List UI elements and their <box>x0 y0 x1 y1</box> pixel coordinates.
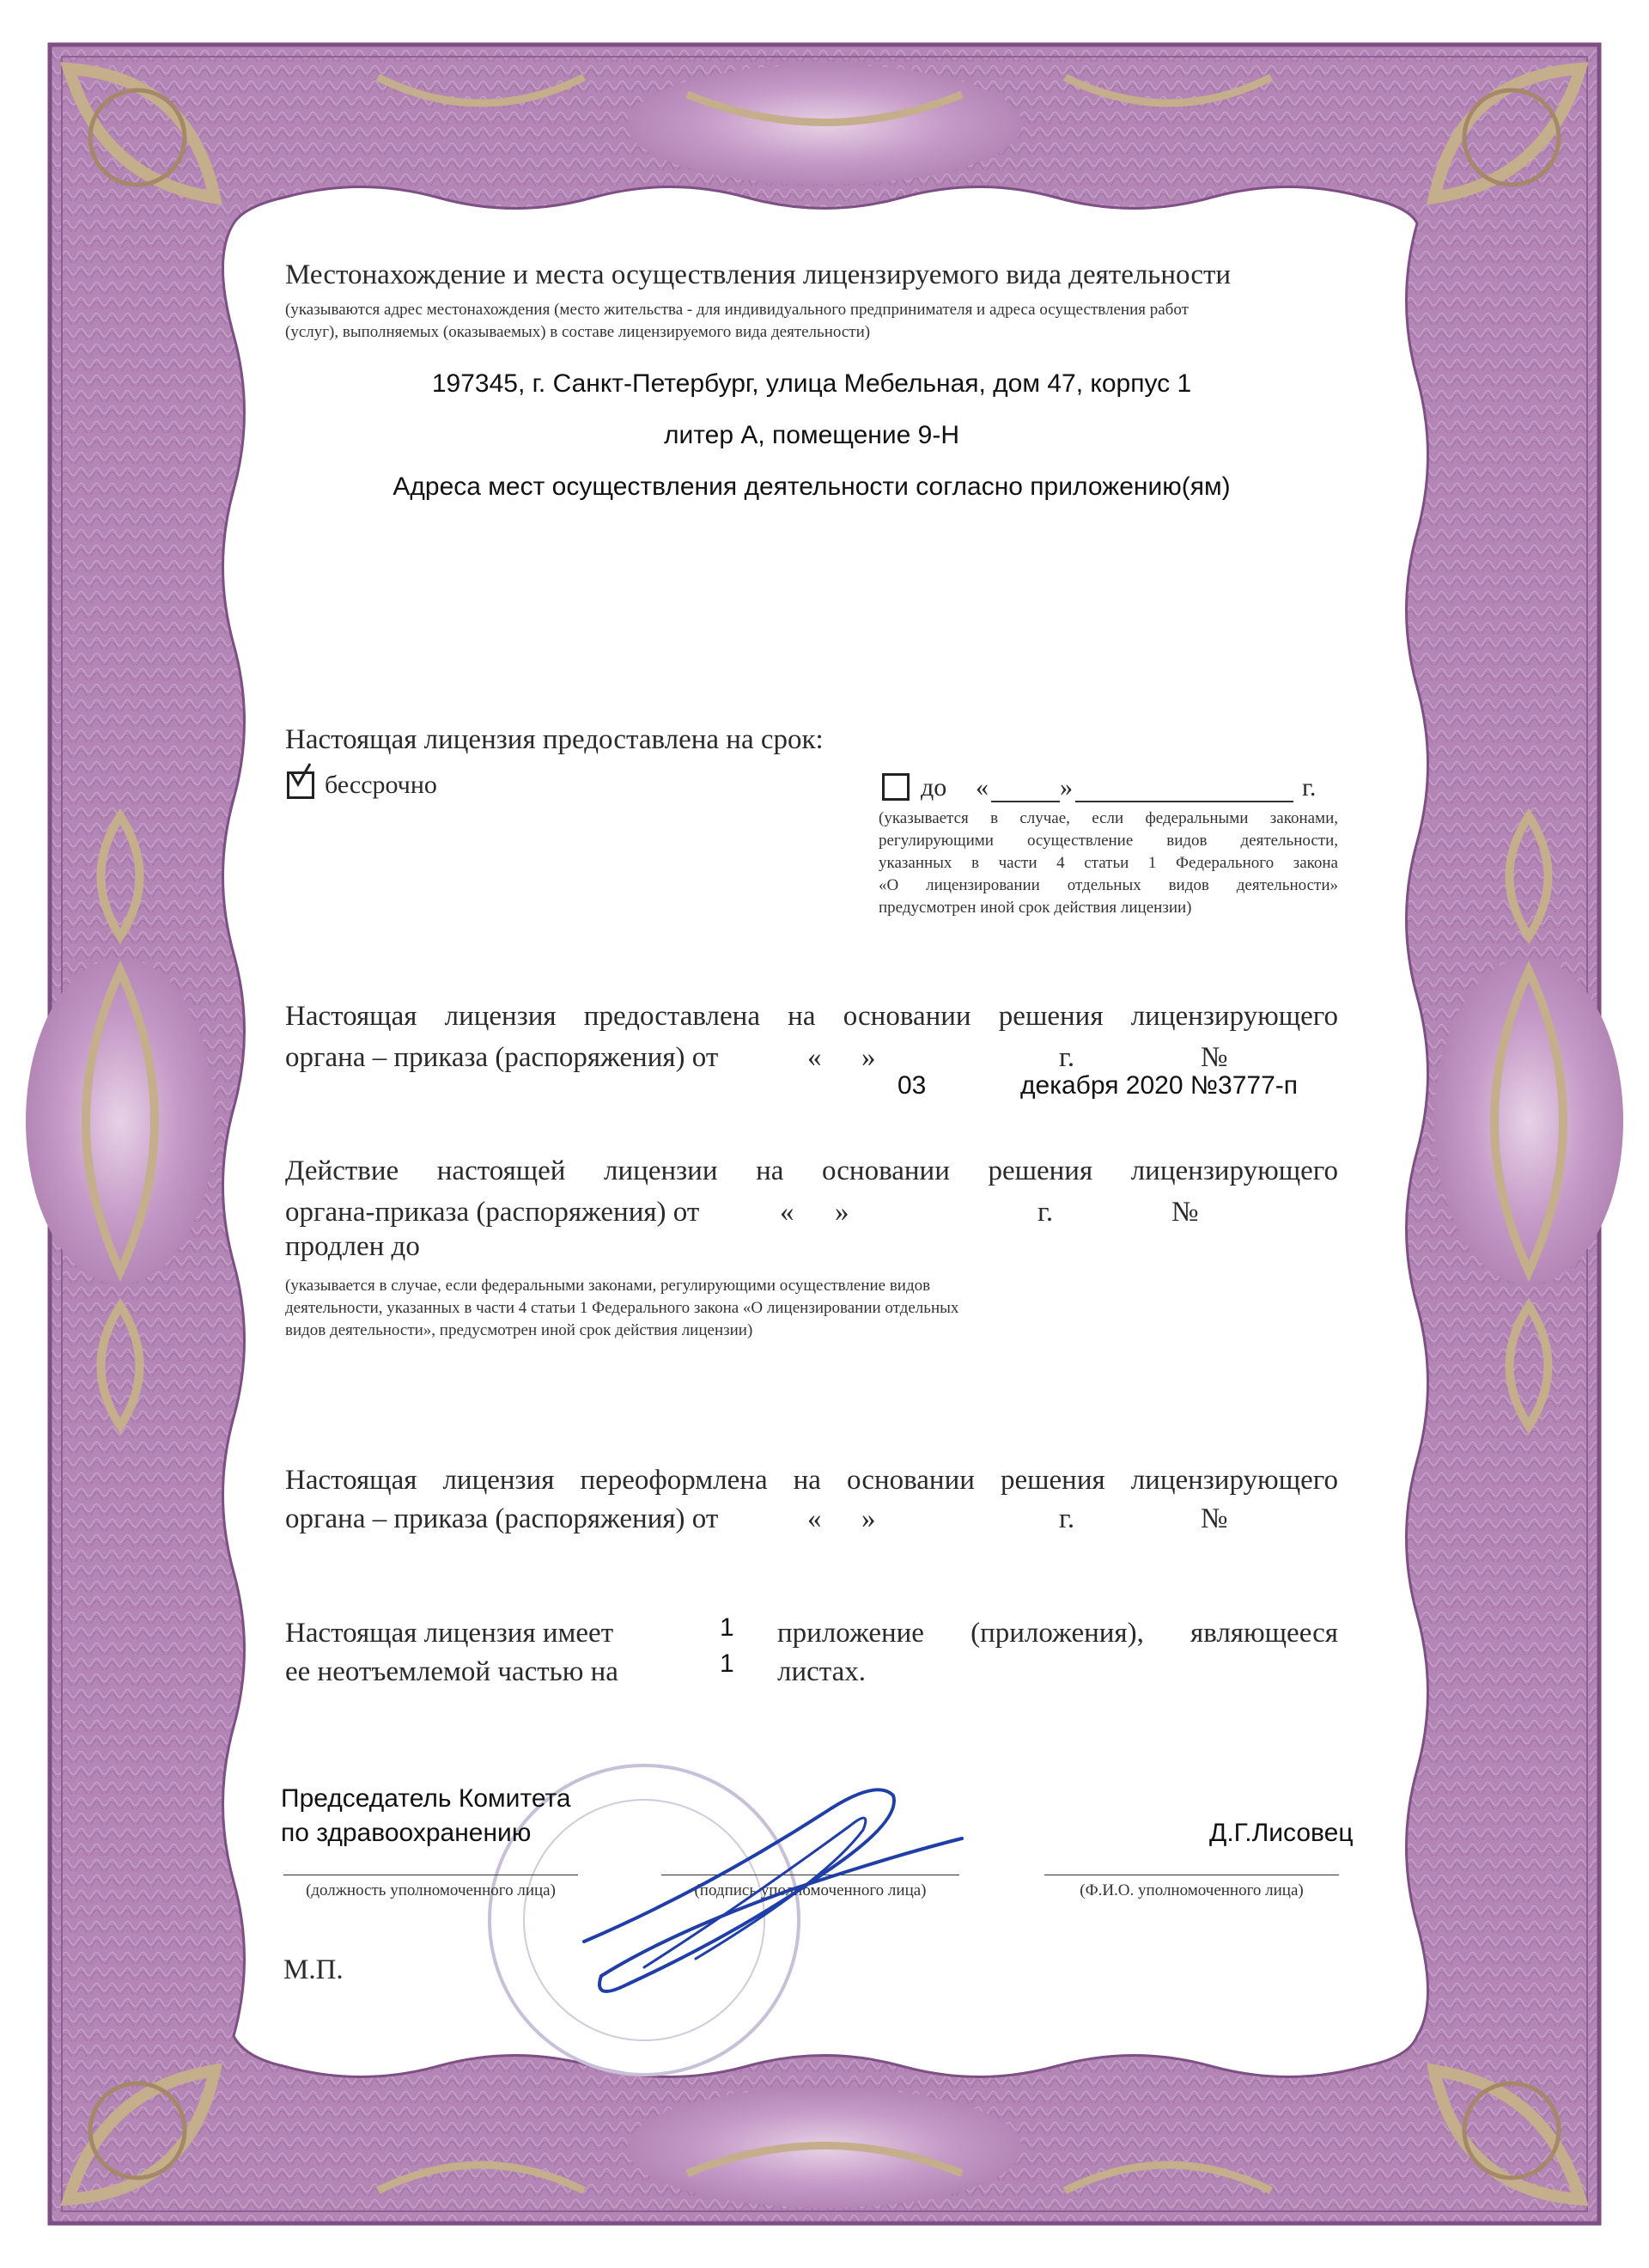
reissue-quote-open: « <box>807 1503 822 1534</box>
check-mark-icon <box>289 767 312 790</box>
address-line1: 197345, г. Санкт-Петербург, улица Мебельная, дом 47, корпус 1 <box>431 369 1192 398</box>
sheets-count-value: 1 <box>720 1649 734 1678</box>
appendix-left-line1: Настоящая лицензия имеет <box>285 1618 614 1649</box>
basis-number-label: № <box>1201 1042 1228 1073</box>
basis-year-label: г. <box>1059 1042 1075 1073</box>
basis-quote-close: » <box>861 1042 876 1073</box>
seal-place-label: М.П. <box>283 1954 344 1985</box>
until-day-line <box>991 801 1060 802</box>
signatory-name: Д.Г.Лисовец <box>1209 1819 1354 1847</box>
extension-quote-open: « <box>780 1197 794 1228</box>
until-note-1: (указывается в случае, если федеральными законами, <box>879 809 1338 827</box>
until-note-5: предусмотрен иной срок действия лицензии) <box>879 899 1192 917</box>
extension-line3: продлен до <box>285 1231 420 1262</box>
extension-number-label: № <box>1171 1197 1199 1228</box>
extension-line1: Действие настоящей лицензии на основании решения лицензирующего <box>285 1155 1338 1186</box>
basis-line1: Настоящая лицензия предоставлена на основании решения лицензирующего <box>285 1001 1338 1032</box>
until-note-2: регулирующими осуществление видов деятельности, <box>879 832 1338 850</box>
caption-signature: (подпись уполномоченного лица) <box>694 1881 927 1899</box>
extension-note-line2: деятельности, указанных в части 4 статьи 1 Федерального закона «О лицензировании отдельных <box>285 1299 959 1317</box>
reissue-quote-close: » <box>861 1503 876 1534</box>
location-note-line2: (услуг), выполняемых (оказываемых) в составе лицензируемого вида деятельности) <box>285 323 871 341</box>
until-quote-open: « <box>976 773 989 802</box>
signatory-position-line1: Председатель Комитета <box>281 1784 571 1813</box>
caption-position: (должность уполномоченного лица) <box>306 1881 556 1899</box>
appendix-right-line2: листах. <box>777 1656 866 1687</box>
basis-date-number-value: декабря 2020 №3777-п <box>1020 1071 1298 1100</box>
until-year-label: г. <box>1302 773 1317 802</box>
reissue-number-label: № <box>1201 1503 1228 1534</box>
reissue-year-label: г. <box>1059 1503 1075 1534</box>
address-line3: Адреса мест осуществления деятельности согласно приложению(ям) <box>392 472 1231 501</box>
reissue-line1: Настоящая лицензия переоформлена на основании решения лицензирующего <box>285 1465 1338 1496</box>
extension-line2: органа-приказа (распоряжения) от <box>285 1197 700 1228</box>
until-label: до <box>921 773 947 802</box>
handwritten-signature <box>567 1761 979 2019</box>
until-note-4: «О лицензировании отдельных видов деятельности» <box>879 876 1338 894</box>
signatory-position-line2: по здравоохранению <box>281 1819 532 1847</box>
appendix-right-line1: приложение (приложения), являющееся <box>777 1618 1338 1649</box>
address-line2: литер А, помещение 9-Н <box>663 421 959 449</box>
until-date-line <box>1075 801 1293 802</box>
extension-quote-close: » <box>835 1197 849 1228</box>
until-note-3: указанных в части 4 статьи 1 Федерального закона <box>879 854 1338 872</box>
indefinite-checkbox[interactable] <box>287 771 314 799</box>
extension-year-label: г. <box>1037 1197 1054 1228</box>
until-checkbox[interactable] <box>882 773 910 801</box>
basis-day-value: 03 <box>898 1071 927 1100</box>
extension-note-line3: видов деятельности», предусмотрен иной срок действия лицензии) <box>285 1321 753 1339</box>
appendix-count-value: 1 <box>720 1613 734 1642</box>
location-note-line1: (указываются адрес местонахождения (место жительства - для индивидуального предпринимателя и адреса осуществления работ <box>285 301 1189 319</box>
appendix-left-line2: ее неотъемлемой частью на <box>285 1656 618 1687</box>
caption-name: (Ф.И.О. уполномоченного лица) <box>1080 1881 1304 1899</box>
basis-line2: органа – приказа (распоряжения) от <box>285 1042 719 1073</box>
extension-note-line1: (указывается в случае, если федеральными законами, регулирующими осуществление видов <box>285 1277 931 1295</box>
indefinite-label: бессрочно <box>325 771 437 799</box>
term-heading: Настоящая лицензия предоставлена на срок: <box>285 724 824 755</box>
reissue-line2: органа – приказа (распоряжения) от <box>285 1503 719 1534</box>
until-quote-close: » <box>1060 773 1073 802</box>
location-heading: Местонахождение и места осуществления лицензируемого вида деятельности <box>285 259 1232 290</box>
basis-quote-open: « <box>807 1042 822 1073</box>
